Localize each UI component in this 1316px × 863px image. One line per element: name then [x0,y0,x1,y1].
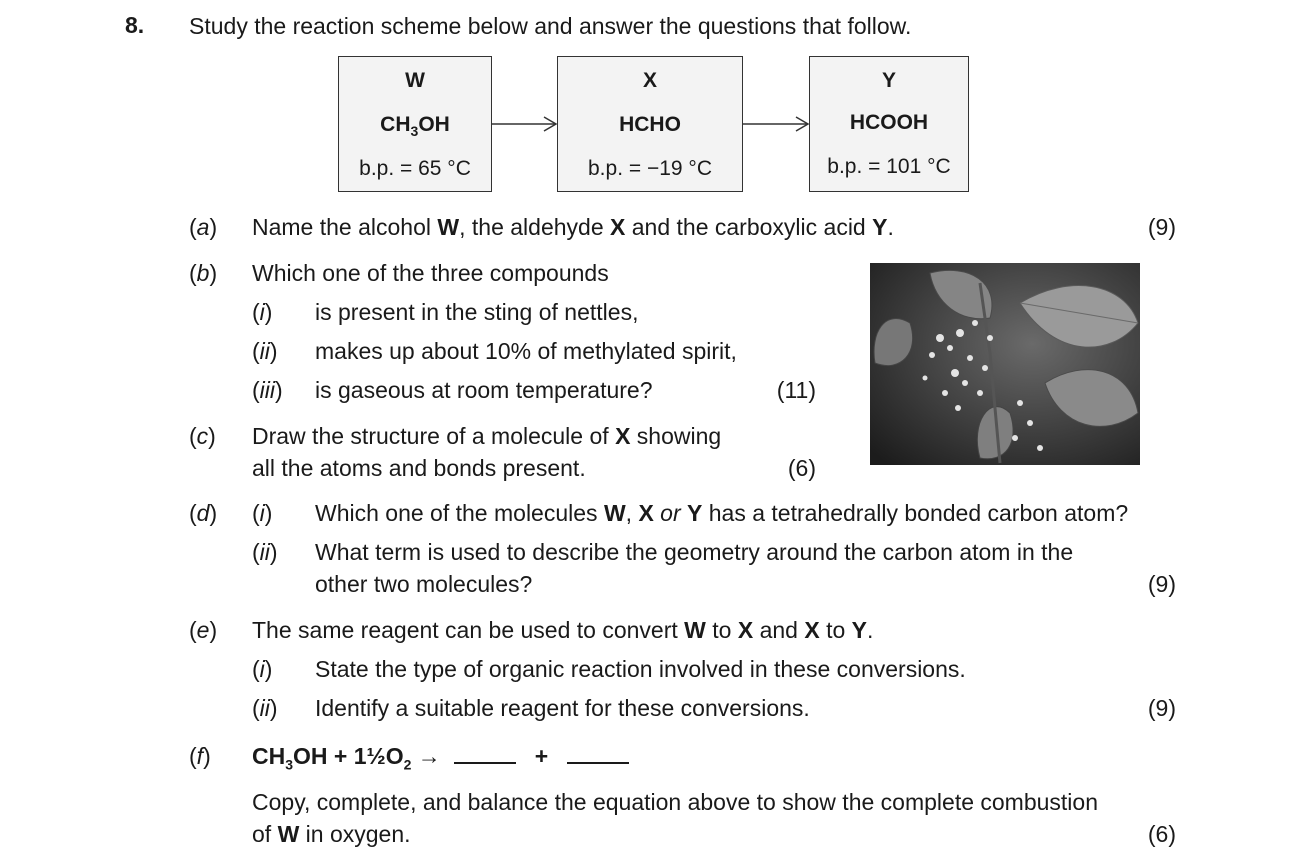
part-c-marks: (6) [787,455,816,481]
box-y [809,56,969,192]
part-f-label: (f) [189,743,211,769]
box-y-letter: Y [881,69,896,92]
box-y-bp: b.p. = 101 °C [827,155,951,178]
box-x [557,56,743,192]
part-b-label: (b) [189,260,218,286]
part-d-ii-text: What term is used to describe the geometry around the carbon atom in the [315,539,1074,565]
part-d-ii-label: (ii) [252,539,278,565]
part-c-text: Draw the structure of a molecule of X showing [252,423,722,449]
part-f-text-line2: of W in oxygen. [252,821,411,847]
part-e-i-label: (i) [252,656,273,682]
part-f-equation: $CH_3OH$ + $1\frac{1}{2}O_2$ → + [252,742,629,779]
part-e-label: (e) [189,617,218,643]
question-number: 8. [125,12,145,38]
part-d-i-text: Which one of the molecules W, X or Y has a tetrahedrally bonded carbon atom? [315,500,1129,526]
part-f-text: Copy, complete, and balance the equation above to show the complete combustion [252,789,1099,815]
part-e-marks: (9) [1147,695,1176,721]
part-b-ii-label: (ii) [252,338,278,364]
arrow-w-to-x-icon [490,115,558,133]
box-w-formula: $CH_3OH$ [380,113,450,140]
part-b-iii-label: (iii) [252,377,283,403]
part-d-i-label: (i) [252,500,273,526]
part-a-text: Name the alcohol W, the aldehyde X and the carboxylic acid Y. [252,214,894,240]
product-blank-1 [454,744,516,764]
part-b-i-text: is present in the sting of nettles, [315,299,639,325]
box-x-bp: b.p. = −19 °C [588,157,712,180]
arrow-x-to-y-icon [741,115,810,133]
part-b-marks: (11) [776,377,816,403]
part-c-label: (c) [189,423,216,449]
part-e-ii-text: Identify a suitable reagent for these conversions. [315,695,810,721]
nettle-photo [870,263,1140,465]
box-x-letter: X [642,69,657,92]
part-b-iii-text: is gaseous at room temperature? [315,377,653,403]
product-blank-2 [567,744,629,764]
box-y-formula: HCOOH [849,111,929,134]
part-e-i-text: State the type of organic reaction involved in these conversions. [315,656,966,682]
part-a-marks: (9) [1147,214,1176,240]
part-d-marks: (9) [1147,571,1176,597]
part-b-text: Which one of the three compounds [252,260,609,286]
part-e-text: The same reagent can be used to convert W to X and X to Y. [252,617,874,643]
question-intro: Study the reaction scheme below and answer the questions that follow. [189,13,912,39]
box-w [338,56,492,192]
part-d-label: (d) [189,500,218,526]
part-a-label: (a) [189,214,218,240]
part-d-ii-text-line2: other two molecules? [315,571,533,597]
part-b-i-label: (i) [252,299,273,325]
box-w-letter: W [405,69,425,92]
part-c-text-line2: all the atoms and bonds present. [252,455,586,481]
box-w-bp: b.p. = 65 °C [359,157,471,180]
box-x-formula: HCHO [619,113,681,136]
part-f-marks: (6) [1147,821,1176,847]
part-e-ii-label: (ii) [252,695,278,721]
part-b-ii-text: makes up about 10% of methylated spirit, [315,338,737,364]
